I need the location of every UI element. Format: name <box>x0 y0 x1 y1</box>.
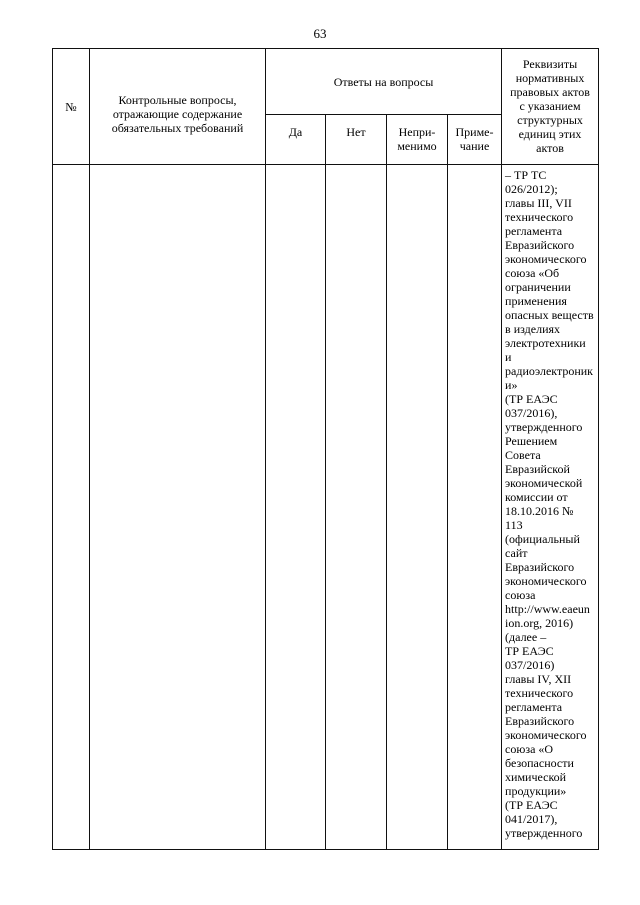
requisites-text-line: союза «Об <box>505 266 560 280</box>
requisites-text-line: 18.10.2016 № <box>505 504 574 518</box>
not-applicable-header-line: менимо <box>397 139 437 153</box>
cell-question <box>90 165 266 850</box>
requisites-text-line: в изделиях <box>505 322 561 336</box>
requisites-text-line: союза <box>505 588 536 602</box>
requisites-text-line: ТР ЕАЭС <box>505 644 554 658</box>
header-row-top <box>53 49 599 115</box>
requisites-text-line: союза «О <box>505 742 554 756</box>
requisites-text-line: комиссии от <box>505 490 568 504</box>
column-header-requisites <box>502 49 599 165</box>
requisites-text-line: безопасности <box>505 756 574 770</box>
column-header-number: № <box>53 49 90 165</box>
page-number: 63 <box>313 26 327 41</box>
requisites-header-line: Реквизиты <box>522 57 578 71</box>
requisites-text-line: Евразийского <box>505 560 575 574</box>
requisites-text-line: 041/2017), <box>505 812 558 826</box>
cell-requisites <box>502 165 599 850</box>
requisites-text-line: ограничении <box>505 280 571 294</box>
requisites-text-line: (официальный <box>505 532 580 546</box>
requisites-text-line: Решением <box>505 434 558 448</box>
not-applicable-header-line: Непри- <box>398 125 436 139</box>
cell-number <box>53 165 90 850</box>
checklist-table <box>52 48 599 850</box>
requisites-header-line: нормативных <box>515 71 585 85</box>
requisites-text-line: электротехники <box>505 336 586 350</box>
questions-header-line: обязательных требований <box>111 120 244 135</box>
requisites-text-line: главы IV, XII <box>505 672 572 686</box>
requisites-text-line: экономического <box>505 252 587 266</box>
cell-no <box>326 165 387 850</box>
column-header-answers: Ответы на вопросы <box>266 49 502 115</box>
requisites-text-line: Евразийского <box>505 714 575 728</box>
requisites-text-line: 113 <box>505 518 523 532</box>
requisites-text-line: экономической <box>505 476 583 490</box>
requisites-text-line: (далее – <box>505 630 547 644</box>
requisites-text-line: применения <box>505 294 567 308</box>
cell-yes <box>266 165 326 850</box>
column-header-questions <box>90 49 266 165</box>
note-header-line: Приме- <box>455 125 494 139</box>
requisites-text-line: продукции» <box>505 784 567 798</box>
requisites-text-line: регламента <box>505 700 563 714</box>
requisites-text-line: (ТР ЕАЭС <box>505 798 558 812</box>
requisites-text-line: Евразийского <box>505 238 575 252</box>
requisites-header-line: актов <box>536 141 564 155</box>
requisites-text-line: сайт <box>505 546 528 560</box>
table-row <box>53 165 599 850</box>
requisites-text-line: 026/2012); <box>505 182 558 196</box>
requisites-header-line: с указанием <box>519 99 581 113</box>
questions-header-line: Контрольные вопросы, <box>118 92 237 107</box>
requisites-text-line: химической <box>505 770 567 784</box>
requisites-text-line: Евразийской <box>505 462 570 476</box>
requisites-text-line: ion.org, 2016) <box>505 616 574 630</box>
column-header-note <box>448 115 502 165</box>
requisites-text-line: – ТР ТС <box>505 168 547 182</box>
requisites-header-line: правовых актов <box>510 85 590 99</box>
column-header-yes: Да <box>266 115 326 165</box>
requisites-text-line: 037/2016) <box>505 658 555 672</box>
requisites-text-line: Совета <box>505 448 541 462</box>
questions-header-line: отражающие содержание <box>112 106 243 121</box>
requisites-text-line: (ТР ЕАЭС <box>505 392 558 406</box>
requisites-text-line: экономического <box>505 574 587 588</box>
requisites-text-line: экономического <box>505 728 587 742</box>
requisites-text-line: опасных веществ <box>505 308 594 322</box>
column-header-no: Нет <box>326 115 387 165</box>
requisites-text-line: главы III, VII <box>505 196 572 210</box>
requisites-text-line: и» <box>505 378 518 392</box>
requisites-text-line: и <box>505 350 512 364</box>
requisites-text-line: технического <box>505 686 574 700</box>
requisites-text-line: 037/2016), <box>505 406 558 420</box>
requisites-text-line: регламента <box>505 224 563 238</box>
requisites-text-line: утвержденного <box>505 826 583 840</box>
note-header-line: чание <box>459 139 490 153</box>
requisites-header-line: единиц этих <box>518 127 582 141</box>
cell-not-applicable <box>387 165 448 850</box>
requisites-text-line: утвержденного <box>505 420 583 434</box>
requisites-header-line: структурных <box>517 113 583 127</box>
requisites-text-line: http://www.eaeun <box>505 602 590 616</box>
requisites-text-line: технического <box>505 210 574 224</box>
cell-note <box>448 165 502 850</box>
requisites-text-line: радиоэлектроник <box>505 364 594 378</box>
column-header-not-applicable <box>387 115 448 165</box>
